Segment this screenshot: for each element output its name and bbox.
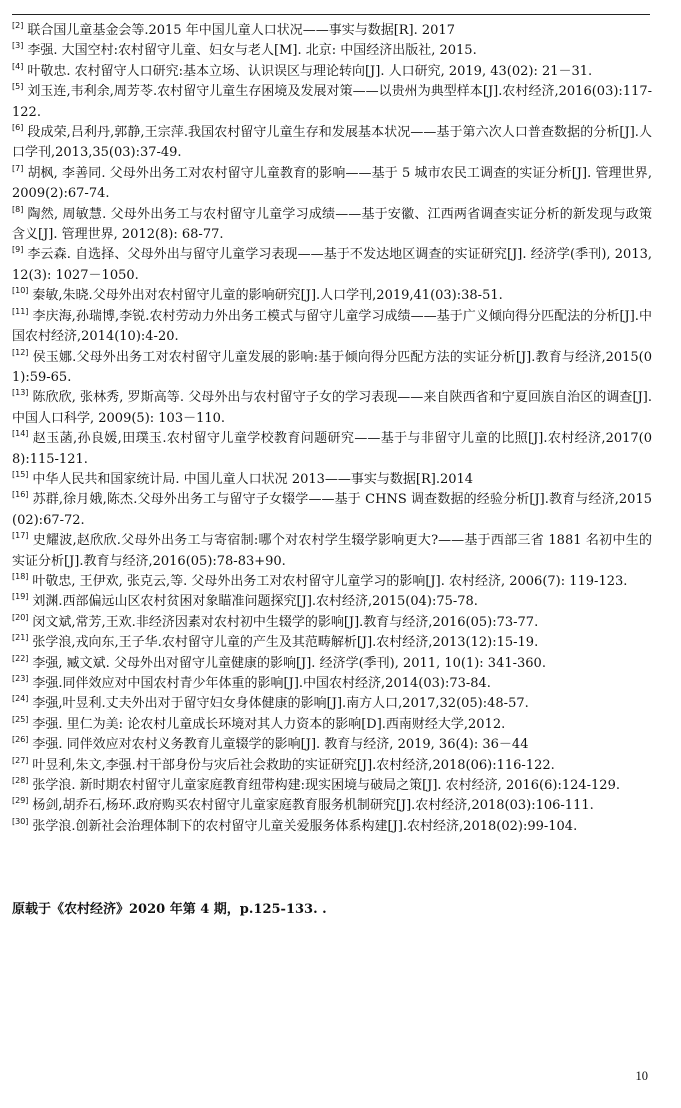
reference-text: 陶然, 周敏慧. 父母外出务工与农村留守儿童学习成绩——基于安徽、江西两省调查实证分析的新发现与政策含义[J]. 管理世界, 2012(8): 68-77. [12,206,652,243]
reference-text: 赵玉菡,孙良媛,田璞玉.农村留守儿童学校教育问题研究——基于与非留守儿童的比照[J].农村经济,2017(08):115-121. [12,431,652,467]
reference-number: [14] [12,429,29,439]
reference-number: [9] [12,245,24,255]
reference-item [12,307,652,348]
reference-item [12,470,652,490]
reference-text: 李强,叶昱利.丈夫外出对于留守妇女身体健康的影响[J].南方人口,2017,32(05):48-57. [32,696,529,712]
reference-item [12,388,652,429]
reference-item [12,796,652,816]
reference-item [12,531,652,572]
reference-item [12,62,652,82]
source-note: 原载于《农村经济》2020 年第 4 期，p.125-133. . [12,902,327,917]
reference-text: 侯玉娜.父母外出务工对农村留守儿童发展的影响:基于倾向得分匹配方法的实证分析[J].教育与经济,2015(01):59-65. [12,349,652,385]
reference-text: 张学浪,戎向东,王子华.农村留守儿童的产生及其范畴解析[J].农村经济,2013(12):15-19. [32,635,539,651]
reference-number: [29] [12,796,29,806]
reference-text: 李庆海,孙瑞博,李锐.农村劳动力外出务工模式与留守儿童学习成绩——基于广义倾向得分匹配法的分析[J].中国农村经济,2014(10):4-20. [12,308,652,345]
reference-text: 刘玉连,韦利余,周芳苓.农村留守儿童生存困境及发展对策——以贵州为典型样本[J].农村经济,2016(03):117-122. [12,84,652,120]
reference-text: 叶昱利,朱文,李强.村干部身份与灾后社会救助的实证研究[J].农村经济,2018(06):116-122. [32,757,555,773]
reference-number: [6] [12,123,24,133]
reference-text: 联合国儿童基金会等.2015 年中国儿童人口状况——事实与数据[R]. 2017 [27,23,455,38]
reference-number: [21] [12,633,29,643]
reference-item [12,205,652,246]
reference-item [12,654,652,674]
reference-text: 叶敬忠. 农村留守人口研究:基本立场、认识误区与理论转向[J]. 人口研究, 2019, 43(02): 21－31. [27,63,593,79]
reference-text: 李强. 里仁为美: 论农村儿童成长环境对其人力资本的影响[D].西南财经大学,2012. [32,716,506,732]
reference-number: [4] [12,61,24,71]
reference-list [12,21,652,837]
reference-number: [8] [12,204,24,214]
reference-number: [26] [12,735,29,745]
reference-number: [19] [12,592,29,602]
reference-item [12,592,652,612]
reference-number: [20] [12,612,29,622]
page-number: 10 [635,1069,648,1083]
reference-item [12,245,652,286]
reference-text: 秦敏,朱晓.父母外出对农村留守儿童的影响研究[J].人口学刊,2019,41(03):38-51. [32,288,503,304]
reference-number: [24] [12,694,29,704]
reference-item [12,817,652,837]
reference-text: 李强. 大国空村:农村留守儿童、妇女与老人[M]. 北京: 中国经济出版社, 2015. [27,43,477,59]
reference-text: 张学浪. 新时期农村留守儿童家庭教育纽带构建:现实困境与破局之策[J]. 农村经济, 2016(6):124-129. [32,778,620,794]
reference-text: 闵文斌,常芳,王欢.非经济因素对农村初中生辍学的影响[J].教育与经济,2016(05):73-77. [32,614,539,630]
reference-item [12,572,652,592]
reference-number: [15] [12,469,29,479]
reference-number: [18] [12,571,29,581]
reference-item [12,348,652,389]
reference-text: 李强. 同伴效应对农村义务教育儿童辍学的影响[J]. 教育与经济, 2019, 36(4): 36－44 [32,737,529,753]
reference-number: [10] [12,286,29,296]
reference-item [12,123,652,164]
reference-number: [12] [12,347,29,357]
reference-number: [2] [12,21,24,30]
reference-item [12,429,652,470]
reference-item [12,694,652,714]
reference-text: 中华人民共和国家统计局. 中国儿童人口状况 2013——事实与数据[R].2014 [32,471,474,487]
reference-text: 杨剑,胡乔石,杨环.政府购买农村留守儿童家庭教育服务机制研究[J].农村经济,2018(03):106-111. [32,798,594,814]
reference-text: 史耀波,赵欣欣.父母外出务工与寄宿制:哪个对农村学生辍学影响更大?——基于西部三省 1881 名初中生的实证分析[J].教育与经济,2016(05):78-83+90. [12,533,652,569]
reference-item [12,776,652,796]
reference-item [12,164,652,205]
reference-number: [17] [12,531,29,541]
reference-text: 段成荣,吕利丹,郭静,王宗萍.我国农村留守儿童生存和发展基本状况——基于第六次人口普查数据的分析[J].人口学刊,2013,35(03):37-49. [12,125,652,161]
reference-item [12,613,652,633]
reference-number: [13] [12,388,29,398]
reference-number: [5] [12,82,24,92]
reference-item [12,286,652,306]
reference-number: [3] [12,41,24,51]
reference-item [12,633,652,653]
reference-item [12,735,652,755]
reference-number: [27] [12,755,29,765]
reference-number: [22] [12,653,29,663]
reference-item [12,674,652,694]
reference-number: [28] [12,776,29,786]
reference-item [12,82,652,123]
reference-item [12,715,652,735]
reference-text: 苏群,徐月娥,陈杰.父母外出务工与留守子女辍学——基于 CHNS 调查数据的经验分析[J].教育与经济,2015(02):67-72. [12,492,652,528]
reference-text: 张学浪.创新社会治理体制下的农村留守儿童关爱服务体系构建[J].农村经济,2018(02):99-104. [32,818,578,834]
reference-item [12,21,652,41]
top-rule [12,14,650,15]
reference-number: [11] [12,306,29,316]
reference-text: 叶敬忠, 王伊欢, 张克云,等. 父母外出务工对农村留守儿童学习的影响[J]. 农村经济, 2006(7): 119-123. [32,573,628,589]
reference-item [12,756,652,776]
reference-text: 陈欣欣, 张林秀, 罗斯高等. 父母外出与农村留守子女的学习表现——来自陕西省和宁夏回族自治区的调查[J]. 中国人口科学, 2009(5): 103－110. [12,390,652,426]
reference-text: 李强.同伴效应对中国农村青少年体重的影响[J].中国农村经济,2014(03):73-84. [32,676,491,691]
reference-item [12,490,652,531]
reference-text: 李云森. 自选择、父母外出与留守儿童学习表现——基于不发达地区调查的实证研究[J]. 经济学(季刊), 2013, 12(3): 1027－1050. [12,247,652,283]
reference-number: [23] [12,674,29,683]
reference-number: [25] [12,714,29,724]
reference-text: 刘渊.西部偏远山区农村贫困对象瞄准问题探究[J].农村经济,2015(04):75-78. [32,594,478,610]
reference-number: [16] [12,490,29,500]
reference-number: [30] [12,816,29,826]
reference-number: [7] [12,163,24,173]
reference-item [12,41,652,61]
reference-text: 胡枫, 李善同. 父母外出务工对农村留守儿童教育的影响——基于 5 城市农民工调查的实证分析[J]. 管理世界, 2009(2):67-74. [12,165,652,202]
reference-text: 李强, 臧文斌. 父母外出对留守儿童健康的影响[J]. 经济学(季刊), 2011, 10(1): 341-360. [32,655,546,671]
